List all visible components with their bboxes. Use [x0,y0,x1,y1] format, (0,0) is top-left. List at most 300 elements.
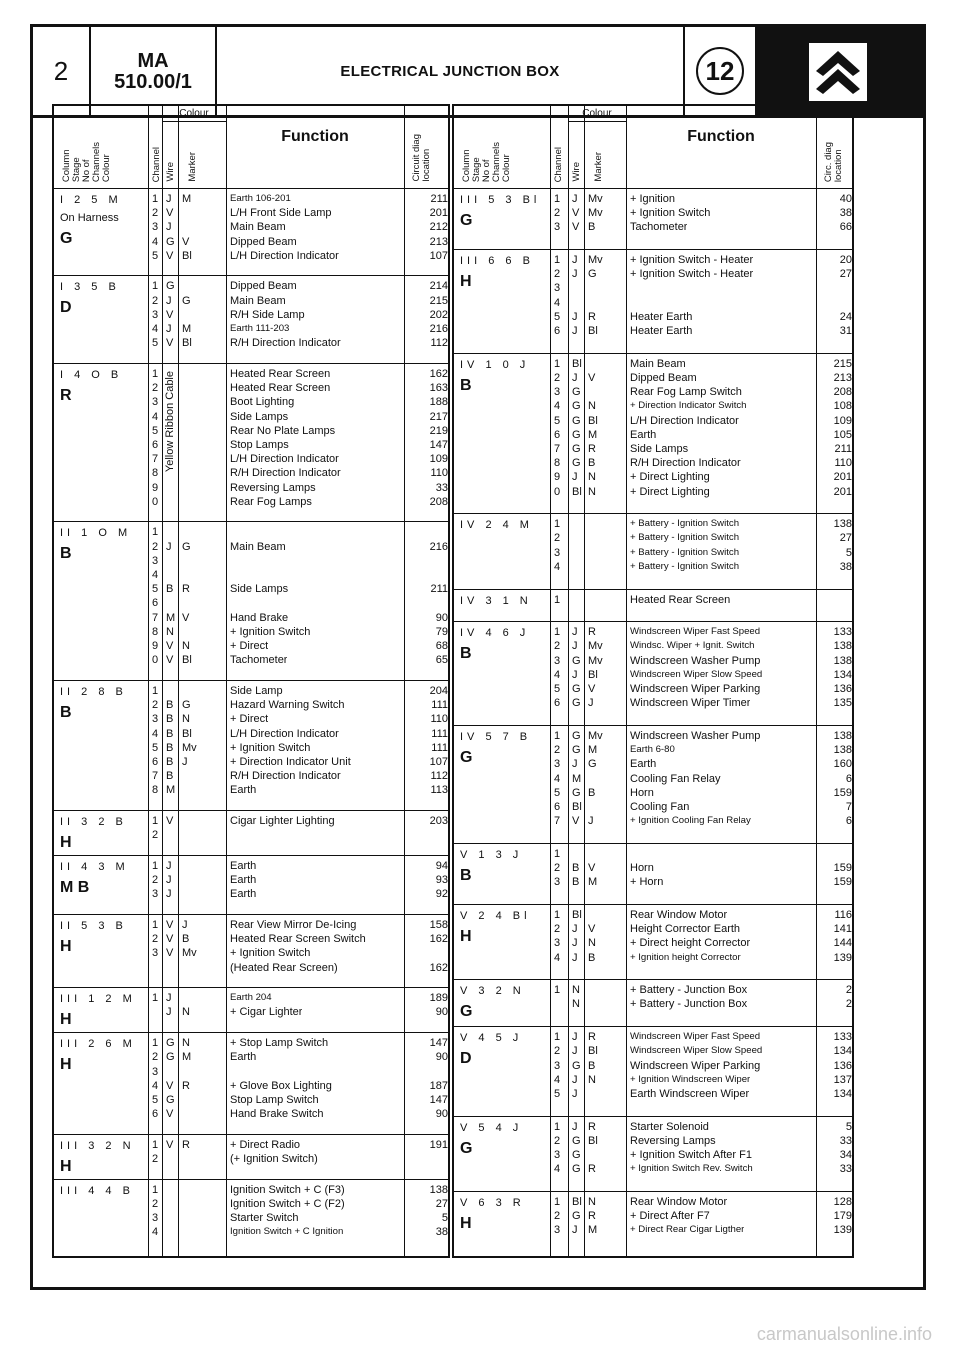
function-text: + Battery - Junction Box [630,984,748,997]
function-text: + Cigar Lighter [230,1006,303,1019]
channel-number: 4 [152,569,159,582]
function-text: Reversing Lamps [630,1134,716,1147]
wire-header: Wire [571,162,582,182]
function-text: + Direct After F7 [630,1210,710,1223]
table-row [54,452,448,466]
function-text: Side Lamps [230,410,289,423]
marker-colour: R [588,1163,596,1176]
marker-colour: Bl [588,1045,598,1058]
marker-colour: R [588,1120,596,1133]
channel-number: 1 [152,1183,159,1196]
table-header [454,106,852,189]
circuit-location: 20 [839,254,852,267]
channel-number: 7 [152,453,159,466]
circuit-location: 107 [429,249,448,262]
circuit-location: 216 [429,323,448,336]
marker-colour: J [182,918,188,931]
marker-colour: R [182,1138,190,1151]
table-row [54,395,448,409]
marker-colour: V [588,862,596,875]
channel-number: 1 [554,193,561,205]
function-text: Heated Rear Screen Switch [230,933,366,946]
function-text: Side Lamps [630,442,689,455]
channel-number: 8 [152,784,159,797]
table-row [54,1050,448,1064]
circuit-location: 27 [839,268,852,281]
wire-colour: V [166,207,174,220]
table-row [54,727,448,741]
marker-colour: N [182,1006,190,1019]
channel-number: 1 [554,729,561,742]
channel-number: 1 [152,684,159,697]
table-row [454,908,852,922]
channel-number: 6 [554,428,561,441]
wire-colour: N [572,998,580,1011]
wire-colour: G [166,1051,175,1064]
connector-code-text: IV 5 7 B [460,730,532,743]
table-header [54,106,448,189]
circuit-location: 107 [429,755,448,768]
connector-group [54,855,448,915]
table-row [454,682,852,696]
connector-code-text: IV 1 0 J [460,358,530,371]
wire-colour: G [572,428,581,441]
channel-number: 1 [554,518,561,531]
table-row [454,936,852,950]
connector-group [54,363,448,522]
circuit-location: 133 [833,1031,852,1044]
channel-number: 1 [554,908,561,921]
circuit-location: 111 [431,727,448,740]
wire-colour: Bl [572,1195,582,1208]
circuit-location: 217 [429,410,448,423]
channel-number: 1 [152,1138,159,1151]
marker-colour: V [588,371,596,384]
function-text: Main Beam [630,357,686,370]
marker-colour: V [588,923,596,936]
function-text: L/H Direction Indicator [230,453,339,466]
wire-colour: G [572,414,581,427]
wire-colour: B [166,699,174,712]
circuit-location: 134 [833,1087,852,1100]
channel-number: 3 [152,713,159,726]
connector-group [54,680,448,811]
marker-colour: M [182,193,192,205]
table-row [54,367,448,381]
function-text: Earth [230,888,257,901]
circuit-location: 204 [429,684,448,697]
circuit-location: 38 [839,207,852,220]
function-text: Earth [630,758,657,771]
circuit-location: 158 [429,918,448,931]
table-row [54,582,448,596]
circuit-location: 147 [429,1037,448,1050]
connector-location-letter: H [460,273,472,291]
channel-number: 3 [554,221,561,234]
channel-number: 9 [152,640,159,653]
table-row [54,961,448,975]
table-row [454,983,852,997]
connector-code-text: II 2 8 B [60,685,127,698]
table-row [454,1059,852,1073]
function-text: Windscreen Wiper Timer [630,697,751,710]
circuit-location: 90 [435,1108,448,1121]
marker-colour: R [182,1079,190,1092]
circuit-location: 27 [435,1197,448,1210]
channel-number: 9 [152,481,159,494]
function-text: + Battery - Ignition Switch [630,532,740,544]
circuit-location: 65 [435,654,448,667]
wire-colour: Bl [572,485,582,498]
table-row [454,357,852,371]
marker-colour: M [588,1224,598,1237]
function-text: + Direct [230,713,269,726]
connector-code-text: I 2 5 M [60,194,122,206]
table-row [54,1183,448,1197]
circuit-location: 110 [430,713,448,726]
circuit-location: 215 [833,357,852,370]
circuit-location: 201 [429,207,448,220]
circuit-location: 201 [833,485,852,498]
connector-group [454,513,852,589]
wire-colour: J [572,640,578,653]
table-row [54,755,448,769]
channel-number: 0 [152,495,159,508]
channel-number: 4 [152,323,159,336]
function-text: Windscreen Wiper Fast Speed [630,1031,761,1043]
table-row [54,410,448,424]
function-text: + Ignition Windscreen Wiper [630,1073,751,1085]
function-text: Dipped Beam [630,371,697,384]
function-text: Heated Rear Screen [230,367,331,380]
function-text: + Ignition Switch - Heater [630,268,754,281]
wire-colour: Bl [572,800,582,813]
table-row [54,481,448,495]
circuit-location: 212 [429,221,448,234]
marker-colour: V [182,611,190,624]
connector-location-letter: B [60,703,72,721]
function-text: Stop Lamp Switch [230,1093,319,1106]
marker-colour: V [588,683,596,696]
table-row [54,741,448,755]
function-text: Windscreen Washer Pump [630,729,761,742]
channel-number: 4 [554,560,561,573]
circuit-location: 134 [833,1045,852,1058]
marker-colour: G [182,294,191,307]
table-row [54,1138,448,1152]
circuit-location: 201 [833,471,852,484]
function-text: L/H Front Side Lamp [230,207,332,220]
channel-number: 1 [554,1031,561,1044]
circuit-location: 147 [429,438,448,451]
function-text: Main Beam [230,294,286,307]
table-row [454,593,852,607]
connector-code-text: III 2 6 M [60,1038,136,1051]
wire-colour: N [572,984,580,997]
section-badge [685,27,757,115]
circuit-location: 5 [441,1212,448,1225]
function-text: Earth 106-201 [230,193,291,204]
channel-number: 8 [554,457,561,470]
circuit-location: 38 [435,1226,448,1239]
table-row [54,887,448,901]
channel-number: 5 [554,1087,561,1100]
wire-colour: V [166,308,174,321]
connector-code-text: III 4 4 B [60,1184,134,1197]
circuit-location: 187 [429,1079,448,1092]
table-row [54,596,448,610]
function-text: Height Corrector Earth [630,923,741,936]
table-row [454,531,852,545]
function-text: Tachometer [230,654,288,667]
channel-number: 0 [554,485,561,498]
wire-colour: G [572,1134,581,1147]
channel-number: 4 [152,410,159,423]
connector-code-text: IV 2 4 M [460,519,533,532]
channel-number: 2 [152,1153,159,1166]
table-row [54,783,448,797]
marker-colour: M [182,323,192,336]
wire-colour: J [572,1031,578,1044]
table-row [54,568,448,582]
chevron-logo-icon [809,43,867,101]
channel-number: 4 [554,400,561,413]
connector-group [54,810,448,856]
table-row [454,668,852,682]
connector-location-letter: B [460,376,472,394]
marker-colour: N [588,1073,596,1086]
wire-colour: G [166,1037,175,1050]
circuit-location: 6 [845,772,852,785]
table-row [54,625,448,639]
wire-colour: J [572,758,578,771]
marker-header: Marker [593,152,604,182]
function-text: Rear Fog Lamp Switch [630,386,742,399]
channel-number: 1 [152,193,159,205]
table-row [454,861,852,875]
table-row [54,1197,448,1211]
circuit-location: 135 [833,697,852,710]
function-text: Rear Fog Lamps [230,495,312,508]
channel-number: 5 [152,741,159,754]
channel-number: 2 [152,382,159,395]
channel-number: 1 [554,1120,561,1133]
channel-number: 3 [152,888,159,901]
connector-code-text: II 3 2 B [60,816,127,829]
channel-number: 1 [554,254,561,267]
function-text: + Ignition Switch [230,625,311,638]
channel-number: 6 [152,1108,159,1121]
document-code-bottom: 510.00/1 [114,71,192,93]
channel-number: 1 [554,626,561,639]
circuit-location: 33 [839,1134,852,1147]
connector-location-letter: G [460,1003,473,1021]
circuit-location: 159 [833,876,852,889]
function-text: Side Lamp [230,684,283,697]
channel-number: 4 [554,1163,561,1176]
channel-number: 1 [152,367,159,380]
circuit-location: 109 [833,414,852,427]
marker-colour: Mv [588,654,603,667]
function-text: Cooling Fan [630,800,690,813]
wire-colour: J [572,951,578,964]
wire-colour: V [166,1138,174,1151]
circuit-location: 211 [430,583,448,596]
marker-colour: R [182,583,190,596]
circuit-location: 5 [845,1120,852,1133]
wire-colour: G [572,744,581,757]
wire-colour: J [572,937,578,950]
function-text: + Horn [630,876,664,889]
wire-colour: G [572,1210,581,1223]
channel-number: 2 [554,268,561,281]
function-text: Windscreen Wiper Parking [630,1059,761,1072]
table-row [54,684,448,698]
circuit-location: 162 [429,367,448,380]
table-row [54,381,448,395]
function-text: + Direct [230,640,269,653]
connector-code-text: II 4 3 M [60,860,129,873]
function-text: Earth [630,428,657,441]
function-text: Horn [630,862,654,875]
channel-number: 5 [554,310,561,323]
connector-group [454,249,852,354]
wire-colour: J [572,626,578,639]
channel-number: 4 [554,772,561,785]
function-text: + Battery - Ignition Switch [630,546,740,558]
wire-colour: J [166,294,172,307]
marker-colour: V [182,235,190,248]
connector-location-letter: B [60,545,72,563]
connector-group [454,589,852,623]
channel-number: 4 [554,296,561,309]
connector-location-letter: G [60,230,73,247]
wire-colour: J [572,1224,578,1237]
table-row [454,371,852,385]
channel-number: 0 [152,654,159,667]
circuit-location: 138 [429,1183,448,1196]
function-text: + Battery - Ignition Switch [630,518,740,530]
circuit-location-header: Circ. diag location [823,141,844,182]
marker-colour: G [182,699,191,712]
channel-header: Channel [553,146,564,182]
channel-number: 5 [554,414,561,427]
wire-colour: B [166,755,174,768]
connector-location-letter: G [460,1139,473,1157]
function-text: R/H Direction Indicator [230,770,341,783]
channel-number: 7 [152,770,159,783]
connector-code-text: III 1 2 M [60,993,136,1006]
function-text: Earth Windscreen Wiper [630,1087,750,1100]
connector-location-letter: H [60,1157,72,1175]
brand-logo [757,27,923,115]
function-text: + Direct Radio [230,1138,301,1151]
connector-code-text: III 3 2 N [60,1139,135,1152]
connector-group [454,843,852,905]
table-row [54,1079,448,1093]
wire-colour: G [572,442,581,455]
connector-code-text: III 5 3 Bl [460,194,541,206]
circuit-location: 111 [431,741,448,754]
channel-number: 4 [152,235,159,248]
channel-number: 3 [152,221,159,234]
function-text: Starter Solenoid [630,1120,709,1133]
connector-group [54,914,448,988]
function-text: + Ignition Switch Rev. Switch [630,1163,753,1175]
table-row [54,1005,448,1019]
function-text: Ignition Switch + C Ignition [230,1226,344,1238]
circuit-location: 112 [430,770,448,783]
channel-number: 5 [554,786,561,799]
channel-number: 6 [152,755,159,768]
connector-group [454,353,852,514]
table-row [454,1195,852,1209]
wire-colour: J [166,193,172,205]
connector-group [454,725,852,844]
connector-location-letter: H [60,937,72,955]
table-row [454,485,852,499]
circuit-location: 138 [833,518,852,531]
function-text: Hand Brake [230,611,289,624]
function-text: L/H Direction Indicator [630,414,739,427]
circuit-location: 179 [833,1210,852,1223]
table-row [54,336,448,350]
table-row [54,932,448,946]
wire-colour: G [572,786,581,799]
ribbon-cable-note: Yellow Ribbon Cable [164,370,176,473]
table-row [454,385,852,399]
circuit-location: 5 [845,546,852,559]
wire-colour: G [572,654,581,667]
channel-number: 2 [554,207,561,220]
circuit-location: 163 [429,382,448,395]
function-text: + Stop Lamp Switch [230,1037,329,1050]
marker-colour: M [588,428,598,441]
channel-number: 2 [554,1210,561,1223]
circuit-location: 203 [429,815,448,828]
marker-colour: Mv [588,640,603,653]
marker-colour: J [588,697,594,710]
channel-number: 4 [554,951,561,964]
channel-number: 2 [554,744,561,757]
wire-colour: J [572,268,578,281]
table-row [54,1211,448,1225]
circuit-location: 31 [839,325,852,338]
function-text: Earth [230,784,257,797]
function-text: Windscreen Washer Pump [630,654,761,667]
marker-colour: G [588,268,597,281]
function-text: Main Beam [230,540,286,553]
table-row [454,654,852,668]
connector-group [54,188,448,276]
connector-code-text: III 6 6 B [460,255,534,268]
marker-colour: Mv [588,254,603,267]
channel-number: 3 [152,554,159,567]
circuit-location: 93 [435,874,448,887]
channel-number: 4 [554,1073,561,1086]
function-text: + Ignition [630,193,675,205]
wire-colour: V [572,815,580,828]
circuit-location: 111 [431,699,448,712]
wire-colour: G [572,1149,581,1161]
table-row [454,696,852,710]
circuit-location: 211 [834,442,852,455]
wire-colour: J [166,323,172,336]
wire-colour: B [166,741,174,754]
function-text: + Direction Indicator Switch [630,400,747,412]
table-row [454,847,852,861]
table-row [454,517,852,531]
